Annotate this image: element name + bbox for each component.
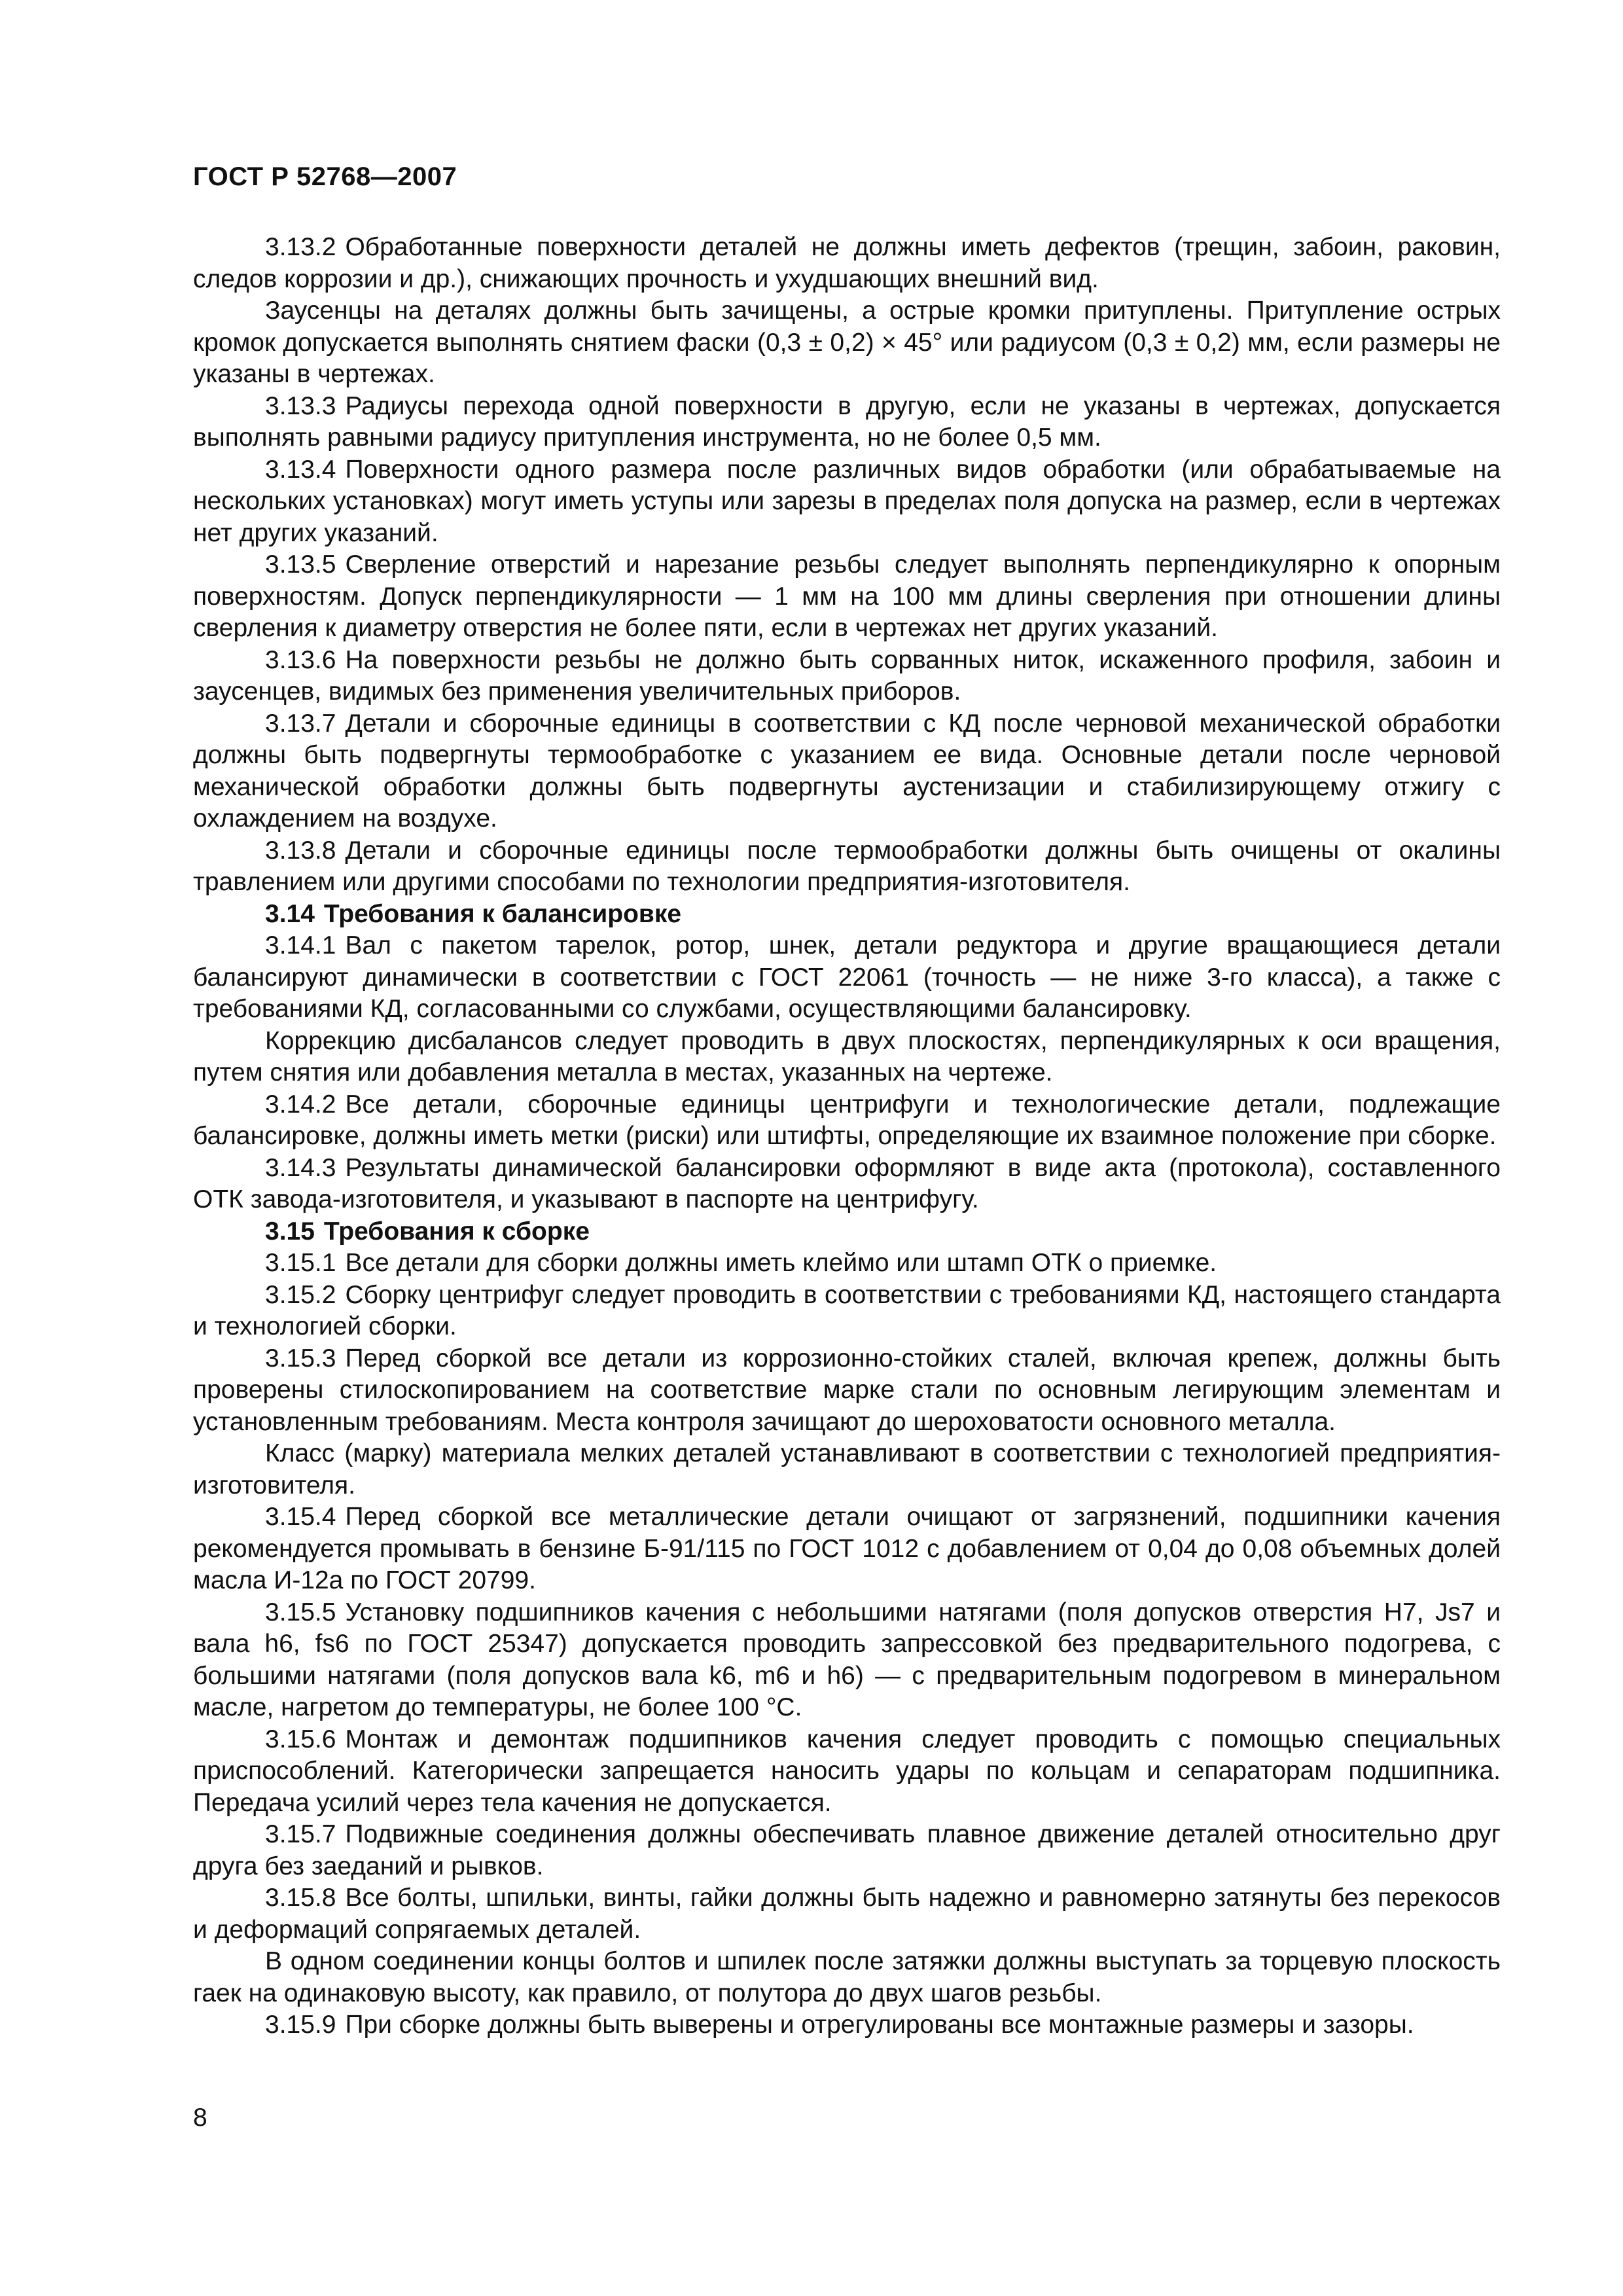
paragraph <box>193 835 1501 899</box>
paragraph <box>193 1343 1501 1439</box>
paragraph-text: Подвижные соединения должны обеспечивать плавное движение деталей относительно друг друга без заеданий и рывков. <box>193 1820 1501 1880</box>
section-heading <box>193 1216 1501 1248</box>
paragraph-text: Монтаж и демонтаж подшипников качения следует проводить с помощью специальных приспособлений. Категорически запрещается наносить удары по кольцам и сепараторам подшипника. Передача усилий через тела качения не допускается. <box>193 1725 1501 1817</box>
clause-number: 3.15.6 <box>265 1725 336 1753</box>
document-body <box>193 232 1501 2041</box>
paragraph-text: Результаты динамической балансировки оформляют в виде акта (протокола), составленного ОТК завода-изготовителя, и указывают в паспорте на центрифугу. <box>193 1153 1501 1213</box>
paragraph-text: Класс (марку) материала мелких деталей устанавливают в соответствии с технологией предприятия-изготовителя. <box>193 1439 1501 1499</box>
clause-number: 3.14.3 <box>265 1153 336 1182</box>
section-number: 3.14 <box>265 899 315 928</box>
paragraph <box>193 1089 1501 1153</box>
clause-number: 3.13.7 <box>265 709 336 738</box>
paragraph <box>193 1438 1501 1501</box>
paragraph <box>193 645 1501 708</box>
clause-number: 3.15.4 <box>265 1503 336 1531</box>
clause-number: 3.15.3 <box>265 1344 336 1372</box>
paragraph-text: В одном соединении концы болтов и шпилек после затяжки должны выступать за торцевую плоскость гаек на одинаковую высоту, как правило, от полутора до двух шагов резьбы. <box>193 1947 1501 2007</box>
paragraph <box>193 1153 1501 1216</box>
clause-number: 3.15.5 <box>265 1598 336 1626</box>
paragraph-text: На поверхности резьбы не должно быть сорванных ниток, искаженного профиля, забоин и заусенцев, видимых без применения увеличительных приборов. <box>193 645 1501 706</box>
paragraph-text: Перед сборкой все металлические детали очищают от загрязнений, подшипники качения рекомендуется промывать в бензине Б-91/115 по ГОСТ 1012 с добавлением от 0,04 до 0,08 объемных долей масла И-12а по ГОСТ 20799. <box>193 1503 1501 1594</box>
paragraph <box>193 295 1501 391</box>
clause-number: 3.15.1 <box>265 1249 336 1277</box>
paragraph-text: Все болты, шпильки, винты, гайки должны быть надежно и равномерно затянуты без перекосов и деформаций сопрягаемых деталей. <box>193 1884 1501 1944</box>
paragraph <box>193 1026 1501 1089</box>
paragraph <box>193 549 1501 645</box>
paragraph-text: Обработанные поверхности деталей не должны иметь дефектов (трещин, забоин, раковин, следов коррозии и др.), снижающих прочность и ухудшающих внешний вид. <box>193 233 1501 293</box>
section-heading <box>193 899 1501 931</box>
clause-number: 3.15.7 <box>265 1820 336 1848</box>
paragraph-text: Сборку центрифуг следует проводить в соответствии с требованиями КД, настоящего стандарта и технологией сборки. <box>193 1280 1501 1340</box>
clause-number: 3.15.8 <box>265 1884 336 1912</box>
paragraph-text: Детали и сборочные единицы в соответствии с КД после черновой механической обработки должны быть подвергнуты термообработке с указанием ее вида. Основные детали после черновой механической обработки должны быть подвергнуты аустенизации и стабилизирующему отжигу с охлаждением на воздухе. <box>193 709 1501 833</box>
paragraph-text: Радиусы перехода одной поверхности в другую, если не указаны в чертежах, допускается выполнять равными радиусу притупления инструмента, но не более 0,5 мм. <box>193 391 1501 452</box>
paragraph-text: Заусенцы на деталях должны быть зачищены, а острые кромки притуплены. Притупление острых кромок допускается выполнять снятием фаски (0,3 ± 0,2) × 45° или радиусом (0,3 ± 0,2) мм, если размеры не указаны в чертежах. <box>193 296 1501 388</box>
paragraph <box>193 391 1501 454</box>
section-number: 3.15 <box>265 1217 315 1246</box>
paragraph-text: При сборке должны быть выверены и отрегулированы все монтажные размеры и зазоры. <box>345 2011 1414 2039</box>
paragraph <box>193 1597 1501 1724</box>
clause-number: 3.13.6 <box>265 645 336 674</box>
paragraph-text: Поверхности одного размера после различных видов обработки (или обрабатываемые на нескольких установках) могут иметь уступы или зарезы в пределах поля допуска на размер, если в чертежах нет других указаний. <box>193 455 1501 547</box>
clause-number: 3.15.9 <box>265 2011 336 2039</box>
paragraph <box>193 1946 1501 2009</box>
paragraph-text: Сверление отверстий и нарезание резьбы следует выполнять перпендикулярно к опорным поверхностям. Допуск перпендикулярности — 1 мм на 100 мм длины сверления при отношении длины сверления к диаметру отверстия не более пяти, если в чертежах нет других указаний. <box>193 550 1501 642</box>
document-header: ГОСТ Р 52768—2007 <box>193 162 457 191</box>
paragraph <box>193 232 1501 295</box>
section-title: Требования к балансировке <box>323 899 682 928</box>
paragraph <box>193 1501 1501 1597</box>
clause-number: 3.14.1 <box>265 931 336 960</box>
paragraph <box>193 1724 1501 1820</box>
page-number: 8 <box>193 2104 207 2132</box>
paragraph-text: Все детали, сборочные единицы центрифуги и технологические детали, подлежащие балансировке, должны иметь метки (риски) или штифты, определяющие их взаимное положение при сборке. <box>193 1090 1501 1150</box>
paragraph <box>193 1280 1501 1343</box>
section-title: Требования к сборке <box>323 1217 590 1246</box>
clause-number: 3.13.2 <box>265 233 336 261</box>
paragraph-text: Установку подшипников качения с небольшими натягами (поля допусков отверстия H7, Js7 и вала h6, fs6 по ГОСТ 25347) допускается проводить запрессовкой без предварительного подогрева, с большими натягами (поля допусков вала k6, m6 и h6) — с предварительным подогревом в минеральном масле, нагретом до температуры, не более 100 °C. <box>193 1598 1501 1721</box>
paragraph <box>193 1882 1501 1946</box>
paragraph-text: Вал с пакетом тарелок, ротор, шнек, детали редуктора и другие вращающиеся детали балансируют динамически в соответствии с ГОСТ 22061 (точность — не ниже 3-го класса), а также с требованиями КД, согласованными со службами, осуществляющими балансировку. <box>193 931 1501 1023</box>
paragraph <box>193 2009 1501 2041</box>
paragraph-text: Коррекцию дисбалансов следует проводить в двух плоскостях, перпендикулярных к оси вращения, путем снятия или добавления металла в местах, указанных на чертеже. <box>193 1026 1501 1086</box>
clause-number: 3.14.2 <box>265 1090 336 1119</box>
clause-number: 3.13.4 <box>265 455 336 484</box>
paragraph-text: Все детали для сборки должны иметь клеймо или штамп ОТК о приемке. <box>345 1249 1217 1277</box>
paragraph <box>193 930 1501 1026</box>
paragraph <box>193 454 1501 550</box>
clause-number: 3.13.5 <box>265 550 336 579</box>
paragraph <box>193 708 1501 835</box>
paragraph <box>193 1247 1501 1280</box>
clause-number: 3.15.2 <box>265 1280 336 1309</box>
paragraph-text: Перед сборкой все детали из коррозионно-стойких сталей, включая крепеж, должны быть проверены стилоскопированием на соответствие марке стали по основным легирующим элементам и установленным требованиям. Места контроля зачищают до шероховатости основного металла. <box>193 1344 1501 1436</box>
paragraph <box>193 1819 1501 1882</box>
clause-number: 3.13.3 <box>265 391 336 420</box>
paragraph-text: Детали и сборочные единицы после термообработки должны быть очищены от окалины травлением или другими способами по технологии предприятия-изготовителя. <box>193 836 1501 896</box>
clause-number: 3.13.8 <box>265 836 336 865</box>
